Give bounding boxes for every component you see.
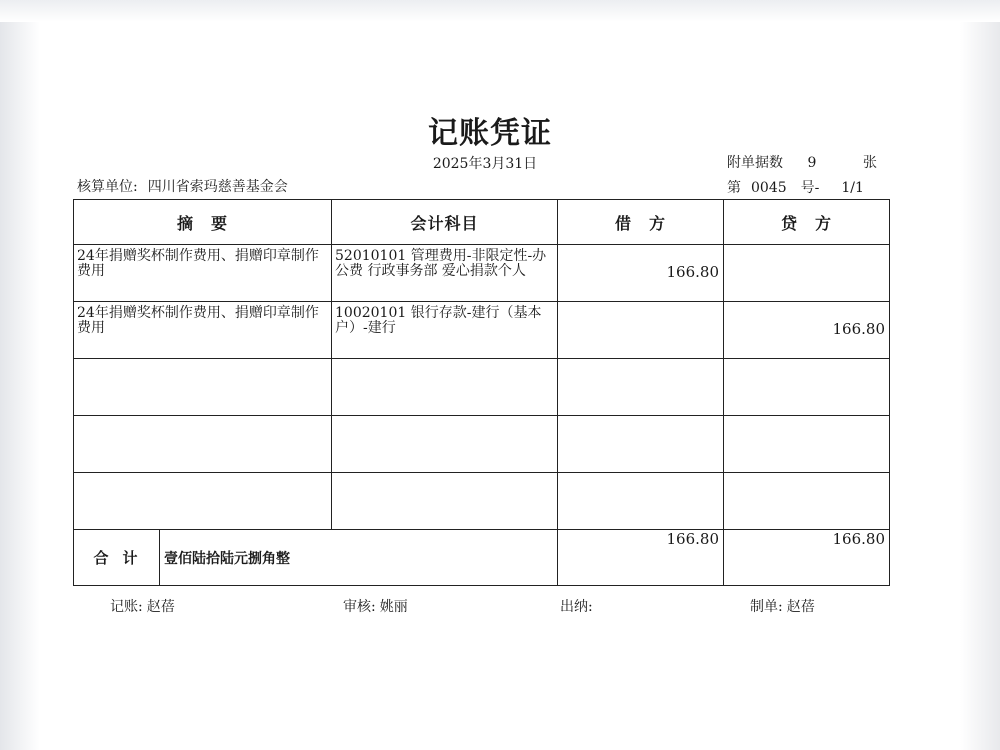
cell-credit	[724, 416, 889, 434]
total-label: 合计	[74, 530, 160, 585]
preparer-name: 赵蓓	[786, 599, 815, 615]
total-amount-in-words: 壹佰陆拾陆元捌角整	[164, 550, 290, 567]
header-debit: 借 方	[558, 200, 724, 245]
table-header-row	[74, 200, 890, 245]
cell-account: 52010101 管理费用-非限定性-办公费 行政事务部 爱心捐款个人	[335, 248, 547, 279]
cell-credit	[724, 359, 889, 377]
voucher-no: 0045	[751, 180, 787, 196]
total-description-cell	[74, 530, 558, 586]
cell-summary: 24年捐赠奖杯制作费用、捐赠印章制作费用	[77, 248, 319, 279]
total-credit: 166.80	[724, 530, 890, 586]
footer-bookkeeper	[110, 596, 175, 616]
footer-preparer	[750, 596, 815, 616]
cell-debit: 166.80	[666, 263, 719, 281]
total-row	[74, 530, 890, 586]
table-row	[74, 359, 890, 416]
cell-credit	[724, 473, 889, 491]
preparer-label: 制单:	[750, 599, 783, 615]
accounting-unit	[77, 176, 288, 196]
attachments-info	[727, 152, 877, 172]
header-account: 会计科目	[332, 200, 558, 245]
table-row	[74, 473, 890, 530]
voucher-title: 记账凭证	[428, 116, 552, 151]
attachments-count: 9	[807, 155, 817, 171]
cashier-label: 出纳:	[560, 599, 593, 615]
total-debit: 166.80	[558, 530, 724, 586]
cell-account	[332, 473, 557, 477]
table-row	[74, 245, 890, 302]
bookkeeper-label: 记账:	[110, 599, 143, 615]
voucher-page: 1/1	[841, 180, 864, 196]
voucher-prefix: 第	[727, 180, 741, 196]
cell-summary	[74, 416, 331, 420]
attachments-unit: 张	[863, 155, 877, 171]
table-row	[74, 302, 890, 359]
cell-account	[332, 359, 557, 363]
header-summary: 摘 要	[74, 200, 332, 245]
table-row	[74, 416, 890, 473]
cell-credit	[724, 245, 889, 263]
attachments-label: 附单据数	[727, 155, 783, 171]
cell-account: 10020101 银行存款-建行（基本户）-建行	[335, 305, 542, 336]
cell-debit	[558, 302, 723, 320]
cell-summary: 24年捐赠奖杯制作费用、捐赠印章制作费用	[77, 305, 319, 336]
cell-credit: 166.80	[832, 320, 885, 338]
scan-edge-top	[0, 0, 1000, 22]
reviewer-name: 姚丽	[379, 599, 408, 615]
cell-debit	[558, 359, 723, 377]
cell-debit	[558, 416, 723, 434]
voucher-date: 2025年3月31日	[432, 156, 538, 172]
accounting-unit-label: 核算单位:	[77, 179, 138, 195]
header-credit: 贷 方	[724, 200, 890, 245]
accounting-unit-value: 四川省索玛慈善基金会	[147, 179, 288, 195]
voucher-suffix: 号-	[800, 180, 820, 196]
footer-cashier	[560, 596, 597, 616]
cell-account	[332, 416, 557, 420]
bookkeeper-name: 赵蓓	[146, 599, 175, 615]
cell-debit	[558, 473, 723, 491]
cell-summary	[74, 473, 331, 477]
footer-reviewer	[343, 596, 408, 616]
cell-summary	[74, 359, 331, 363]
reviewer-label: 审核:	[343, 599, 376, 615]
voucher-number	[727, 177, 864, 197]
voucher-table	[73, 199, 890, 586]
